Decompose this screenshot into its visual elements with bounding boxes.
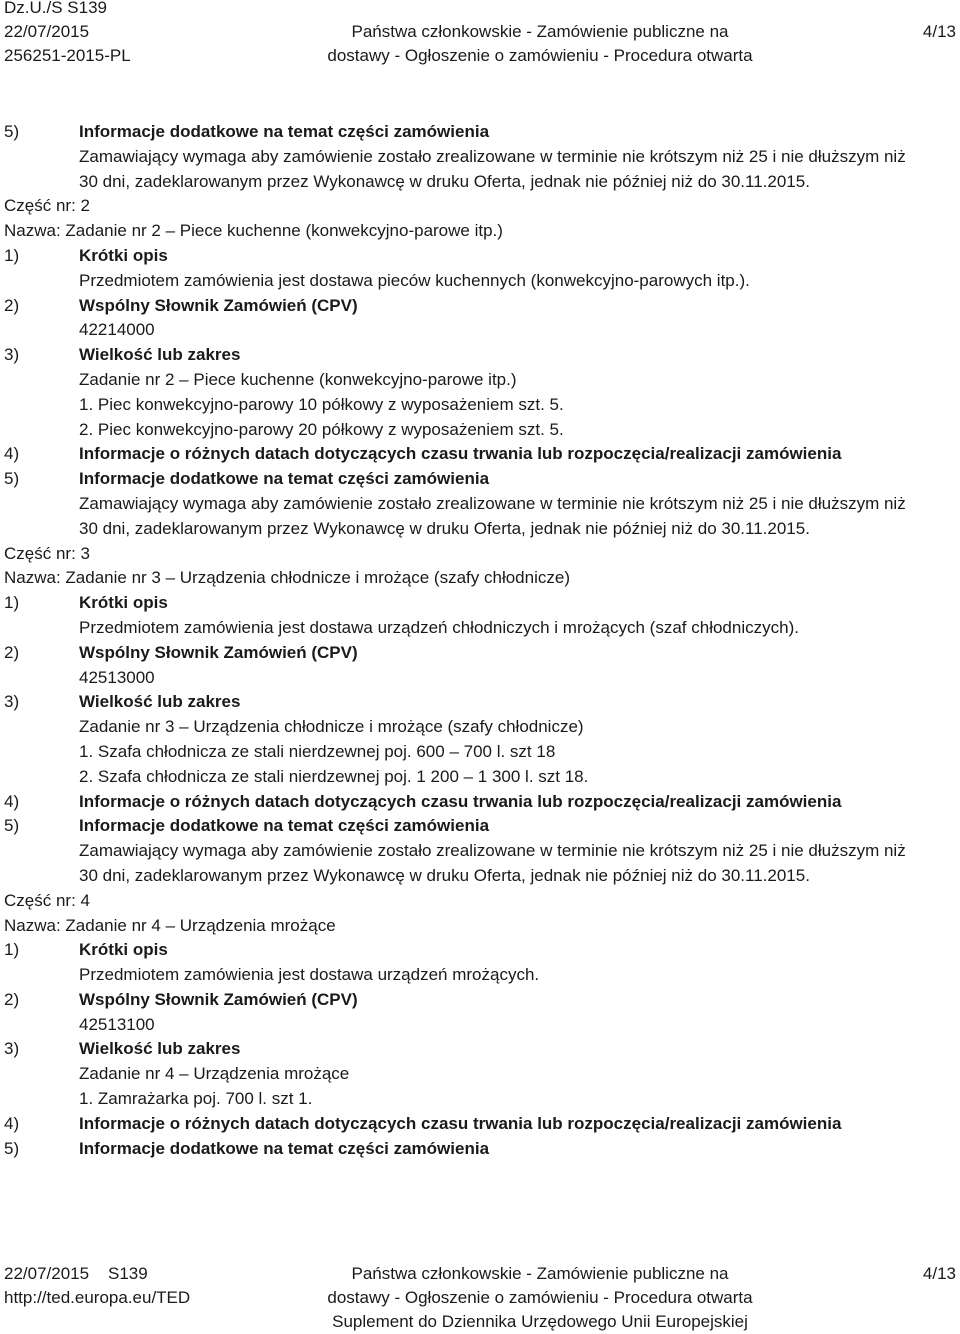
footer-url: http://ted.europa.eu/TED (4, 1288, 191, 1307)
scope-line: 1. Szafa chłodnicza ze stali nierdzewnej poj. 600 – 700 l. szt 18 (79, 741, 556, 761)
section-heading (4, 591, 956, 616)
section-number: 2) (4, 989, 20, 1009)
section-title: Krótki opis (79, 245, 168, 265)
section-title: Wielkość lub zakres (79, 1039, 241, 1059)
part-label: Część nr: 3 (4, 543, 90, 563)
section-number: 5) (4, 469, 20, 489)
scope-line: 2. Szafa chłodnicza ze stali nierdzewnej poj. 1 200 – 1 300 l. szt 18. (79, 766, 589, 786)
section-heading (4, 1137, 956, 1162)
section-title: Informacje dodatkowe na temat części zamówienia (79, 816, 490, 836)
section-title: Wspólny Słownik Zamówień (CPV) (79, 642, 358, 662)
scope-line: Zadanie nr 4 – Urządzenia mrożące (79, 1064, 350, 1084)
section-number: 5) (4, 1138, 20, 1158)
section-title: Wspólny Słownik Zamówień (CPV) (79, 989, 358, 1009)
section-title: Informacje dodatkowe na temat części zamówienia (79, 469, 490, 489)
section-title: Informacje o różnych datach dotyczących czasu trwania lub rozpoczęcia/realizacji zamówienia (79, 791, 842, 811)
section-heading (4, 1037, 956, 1062)
section-heading (4, 690, 956, 715)
section-title: Informacje dodatkowe na temat części zamówienia (79, 1138, 490, 1158)
section-number: 2) (4, 295, 20, 315)
footer-title-line-2: dostawy - Ogłoszenie o zamówieniu - Procedura otwarta (327, 1288, 753, 1307)
section-number: 4) (4, 444, 20, 464)
header-title-line-1: Państwa członkowskie - Zamówienie publiczne na (351, 22, 729, 41)
cpv-code: 42214000 (79, 320, 155, 340)
section-heading (4, 790, 956, 815)
cpv-code: 42513000 (79, 667, 155, 687)
section-number: 3) (4, 692, 20, 712)
header-center (230, 20, 850, 68)
section-number: 4) (4, 1113, 20, 1133)
text-line: 30 dni, zadeklarowanym przez Wykonawcę w druku Oferta, jednak nie później niż do 30.11.2015. (79, 171, 810, 191)
section-number: 4) (4, 791, 20, 811)
section-number: 5) (4, 122, 20, 141)
text-line: 30 dni, zadeklarowanym przez Wykonawcę w druku Oferta, jednak nie później niż do 30.11.2015. (79, 865, 810, 885)
footer-page-number: 4/13 (922, 1264, 956, 1283)
text-line: 30 dni, zadeklarowanym przez Wykonawcę w druku Oferta, jednak nie później niż do 30.11.2015. (79, 518, 810, 538)
short-description: Przedmiotem zamówienia jest dostawa pieców kuchennych (konwekcyjno-parowych itp.). (79, 270, 750, 290)
section-heading (4, 641, 956, 666)
header-title-line-2: dostawy - Ogłoszenie o zamówieniu - Procedura otwarta (327, 46, 753, 65)
scope-line: 1. Zamrażarka poj. 700 l. szt 1. (79, 1089, 313, 1109)
section-title: Informacje o różnych datach dotyczących czasu trwania lub rozpoczęcia/realizacji zamówienia (79, 444, 842, 464)
section-heading (4, 467, 956, 492)
section-heading (4, 938, 956, 963)
scope-line: Zadanie nr 3 – Urządzenia chłodnicze i mrożące (szafy chłodnicze) (79, 717, 584, 737)
header-notice-id: 256251-2015-PL (4, 46, 131, 65)
section-number: 1) (4, 245, 20, 265)
section-title: Informacje dodatkowe na temat części zamówienia (79, 122, 490, 141)
footer-date-issue: 22/07/2015 S139 (4, 1264, 148, 1283)
document-body (4, 120, 956, 1161)
text-line: Zamawiający wymaga aby zamówienie zostało zrealizowane w terminie nie krótszym niż 25 i nie dłuższym niż (79, 493, 906, 513)
section-title: Krótki opis (79, 593, 168, 613)
part-name: Nazwa: Zadanie nr 3 – Urządzenia chłodnicze i mrożące (szafy chłodnicze) (4, 568, 570, 588)
scope-line: 1. Piec konwekcyjno-parowy 10 półkowy z wyposażeniem szt. 5. (79, 394, 564, 414)
section-heading (4, 814, 956, 839)
section-number: 1) (4, 940, 20, 960)
part-name: Nazwa: Zadanie nr 2 – Piece kuchenne (konwekcyjno-parowe itp.) (4, 221, 503, 241)
section-heading (4, 1112, 956, 1137)
scope-line: 2. Piec konwekcyjno-parowy 20 półkowy z wyposażeniem szt. 5. (79, 419, 564, 439)
text-line: Zamawiający wymaga aby zamówienie zostało zrealizowane w terminie nie krótszym niż 25 i nie dłuższym niż (79, 841, 906, 861)
footer-center (230, 1262, 850, 1334)
section-number: 5) (4, 816, 20, 836)
header-left (4, 0, 131, 68)
section-heading (4, 294, 956, 319)
section-heading (4, 988, 956, 1013)
section-title: Wielkość lub zakres (79, 345, 241, 365)
section-number: 3) (4, 1039, 20, 1059)
section-number: 1) (4, 593, 20, 613)
header-date: 22/07/2015 (4, 22, 90, 41)
section-heading (4, 343, 956, 368)
part-name: Nazwa: Zadanie nr 4 – Urządzenia mrożące (4, 915, 336, 935)
header-page-number: 4/13 (922, 22, 956, 41)
footer-left (4, 1262, 190, 1310)
cpv-code: 42513100 (79, 1014, 155, 1034)
header-journal: Dz.U./S S139 (4, 0, 107, 17)
part-label: Część nr: 4 (4, 890, 90, 910)
short-description: Przedmiotem zamówienia jest dostawa urządzeń chłodniczych i mrożących (szaf chłodniczych). (79, 617, 799, 637)
scope-line: Zadanie nr 2 – Piece kuchenne (konwekcyjno-parowe itp.) (79, 369, 517, 389)
section-number: 3) (4, 345, 20, 365)
footer-title-line-3: Suplement do Dziennika Urzędowego Unii Europejskiej (332, 1312, 748, 1331)
section-heading (4, 442, 956, 467)
footer-title-line-1: Państwa członkowskie - Zamówienie publiczne na (351, 1264, 729, 1283)
section-title: Krótki opis (79, 940, 168, 960)
section-title: Informacje o różnych datach dotyczących czasu trwania lub rozpoczęcia/realizacji zamówienia (79, 1113, 842, 1133)
short-description: Przedmiotem zamówienia jest dostawa urządzeń mrożących. (79, 965, 540, 985)
section-title: Wielkość lub zakres (79, 692, 241, 712)
page-header (0, 0, 960, 72)
page-footer (0, 1262, 960, 1334)
text-line: Zamawiający wymaga aby zamówienie zostało zrealizowane w terminie nie krótszym niż 25 i nie dłuższym niż (79, 146, 906, 166)
part-label: Część nr: 2 (4, 196, 90, 216)
section-heading (4, 244, 956, 269)
section-title: Wspólny Słownik Zamówień (CPV) (79, 295, 358, 315)
section-number: 2) (4, 642, 20, 662)
section-heading (4, 120, 956, 145)
